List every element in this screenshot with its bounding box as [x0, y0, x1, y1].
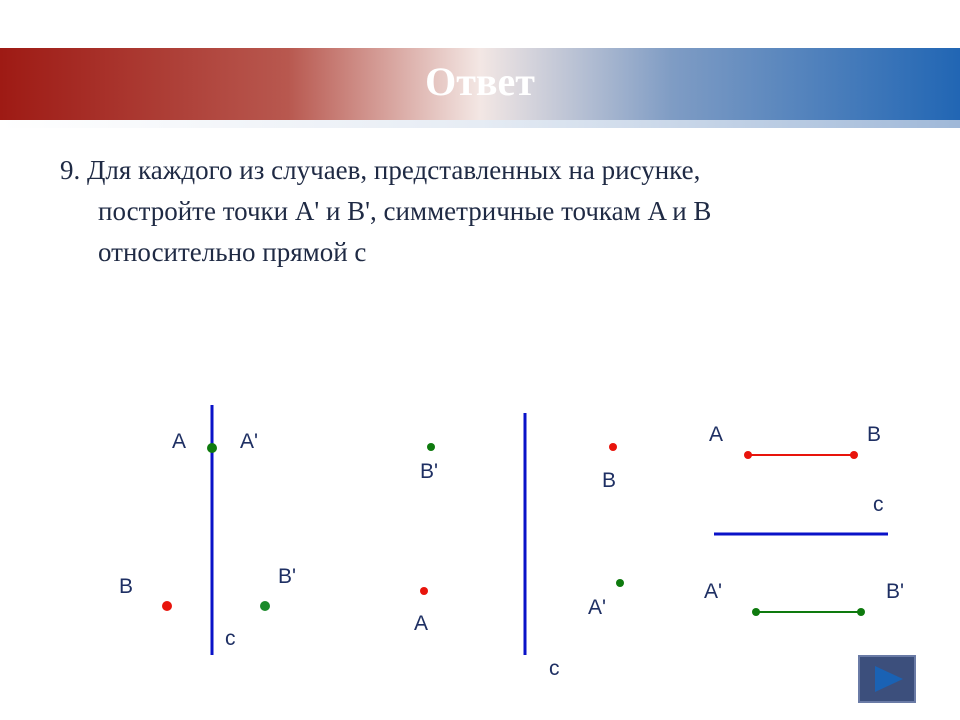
point-a	[744, 451, 752, 459]
figure-1	[119, 405, 296, 655]
point-b-prime	[260, 601, 270, 611]
point-b	[850, 451, 858, 459]
point-b-prime	[427, 443, 435, 451]
task-line-3: относительно прямой с	[98, 237, 367, 267]
point-a-a-prime	[207, 443, 217, 453]
point-b-prime	[857, 608, 865, 616]
point-b	[609, 443, 617, 451]
label-line-c: с	[873, 493, 884, 516]
label-b-prime: B'	[278, 565, 297, 588]
label-line-c: с	[549, 657, 560, 680]
label-a: A	[172, 430, 187, 453]
label-b: B	[119, 575, 134, 598]
label-a: A	[709, 423, 724, 446]
point-a	[420, 587, 428, 595]
label-a-prime: A'	[588, 596, 607, 619]
slide-title: Ответ	[425, 59, 535, 104]
next-slide-button[interactable]	[858, 655, 916, 703]
label-a-prime: A'	[240, 430, 259, 453]
point-a-prime	[616, 579, 624, 587]
figure-3	[704, 423, 904, 616]
task-line-1: 9. Для каждого из случаев, представленных на рисунке,	[60, 155, 701, 185]
figure-2	[414, 413, 624, 680]
label-b: B	[602, 469, 617, 492]
label-b: B	[867, 423, 882, 446]
label-b-prime: B'	[886, 580, 905, 603]
play-next-icon	[875, 666, 903, 692]
label-b-prime: B'	[420, 460, 439, 483]
label-a-prime: A'	[704, 580, 723, 603]
label-line-c: с	[225, 627, 236, 650]
task-line-2: постройте точки A' и B', симметричные точкам A и B	[98, 196, 712, 226]
point-a-prime	[752, 608, 760, 616]
point-b	[162, 601, 172, 611]
label-a: A	[414, 612, 429, 635]
